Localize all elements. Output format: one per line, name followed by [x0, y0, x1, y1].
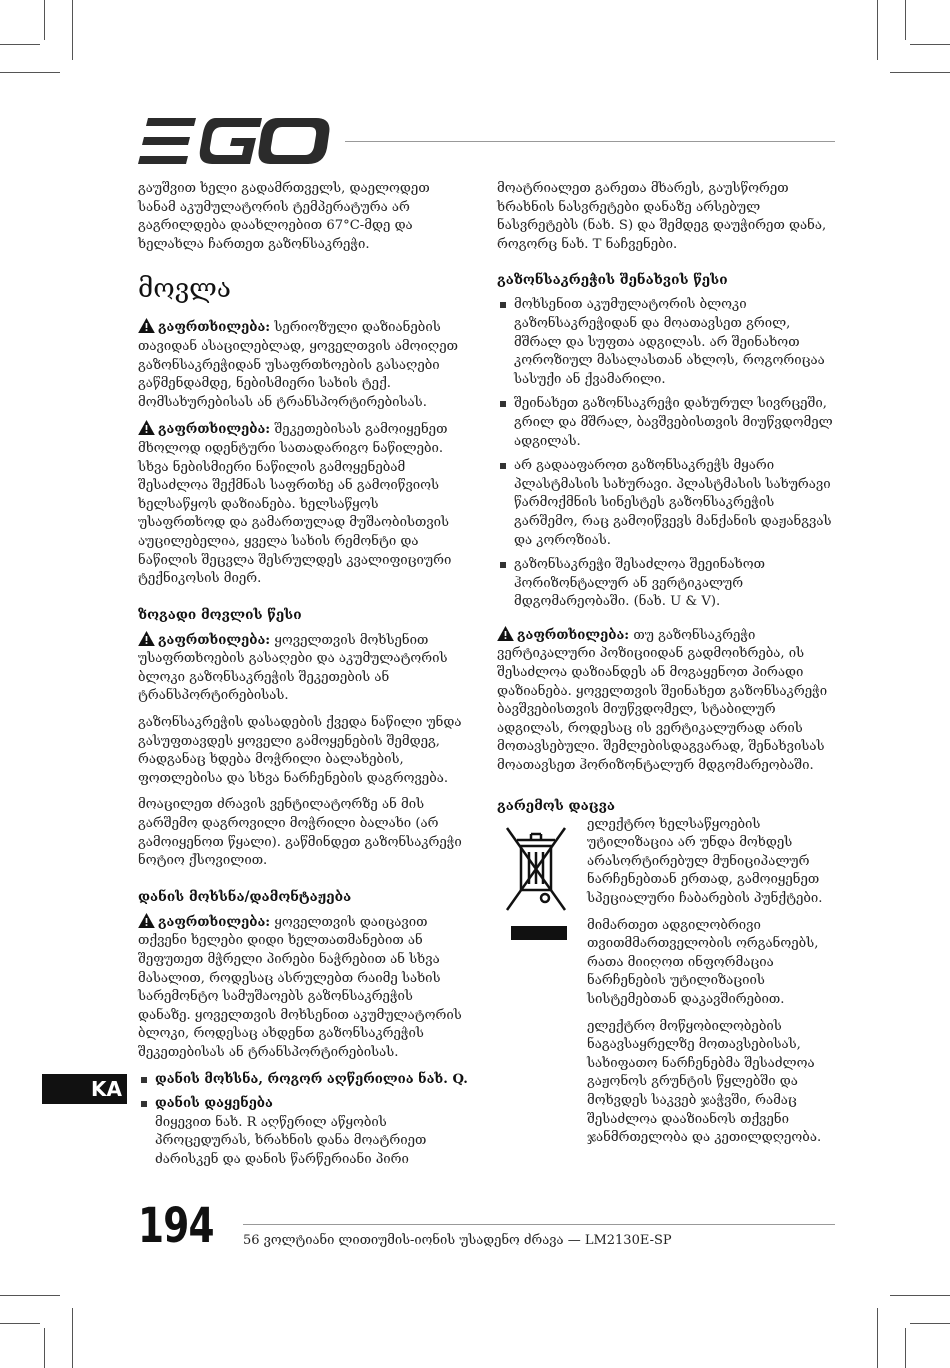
crop-mark: [0, 1323, 40, 1324]
crop-mark: [0, 44, 40, 45]
paragraph: მიმართეთ ადგილობრივი თვითმმართველობის ორგანოებს, რათა მიიღოთ ინფორმაცია ნარჩენების უტილიზაციის სისტემებთან დაკავშირებით.: [587, 917, 819, 1007]
warning-label: გაფრთხილება:: [158, 422, 271, 438]
section-title-storage: გაზონსაკრეჭის შენახვის წესი: [497, 272, 728, 289]
weee-bar: [511, 926, 567, 940]
list-item-text: მიყევით ნახ. R აღწერილ აწყობის პროცედურას, ხრახნის დანა მოატრიეთ ძარისკენ და დანის წარწერიანი პირი: [155, 1114, 427, 1167]
warning-label: გაფრთხილება:: [158, 632, 271, 648]
warning-3: [138, 631, 468, 706]
environment-block: [497, 816, 837, 1148]
left-column: [138, 180, 468, 1178]
list-item: არ გადააფაროთ გაზონსაკრეჭს მყარი პლასტმასის სახურავი. პლასტმასის სახურავი წარმოქმნის სინესტეს გაზონსაკრეჭის გარშემო, რაც გამოიწვევს მანქანის დაჟანგვას და კოროზიას.: [497, 457, 837, 550]
list-item: შეინახეთ გაზონსაკრეჭი დახურულ სივრცეში, გრილ და მშრალ, ბავშვებისთვის მიუწვდომელ ადგილას.: [497, 395, 837, 451]
page-number: 194: [138, 1198, 214, 1254]
header-rule: [345, 141, 835, 142]
footer-text: 56 ვოლტიანი ლითიუმის-იონის უსადენო ძრავა — LM2130E-SP: [243, 1233, 672, 1248]
warning-icon: [497, 626, 514, 641]
list-item: [138, 1095, 468, 1169]
warning-label: გაფრთხილება:: [158, 320, 271, 336]
warning-text: ყოველთვის დაიცავით თქვენი ხელები დიდი ხელთათმანებით ან შეფუთეთ მჭრელი პირები ნაჭრებით ან სხვა მასალით, როდესაც ასრულებთ რაიმე სახის სარემონტო სამუშაოებს გაზონსაკრეჭის დანაზე. ყოველთვის მოხსენით აკუმულატორის ბლოკი, როდესაც ახდენთ გაზონსაკრეჭის შეკეთებისას ან ტრანსპორტირებისას.: [138, 914, 462, 1060]
ego-logo: [138, 118, 330, 164]
crop-mark: [905, 1328, 906, 1368]
crop-mark: [877, 0, 878, 60]
warning-icon: [138, 420, 155, 435]
paragraph: ელექტრო მოწყობილობების ნაგავსაყრელზე მოთავსებისას, სახიფათო ნარჩენებმა შესაძლოა გაჟონოს გრუნტის წყლებში და მოხვდეს საკვებ ჯაჭვში, რამაც შესაძლოა დააზიანოს თქვენი ჯანმრთელობა და კეთილდღეობა.: [587, 1018, 822, 1146]
warning-label: გაფრთხილება:: [158, 914, 271, 930]
list-item-title: დანის დაყენება: [155, 1096, 273, 1112]
blade-steps: [138, 1071, 468, 1170]
crop-mark: [44, 0, 45, 40]
crop-mark: [72, 1308, 73, 1368]
warning-icon: [138, 631, 155, 646]
warning-storage: [497, 626, 837, 776]
crop-mark: [910, 44, 950, 45]
crop-mark: [877, 1308, 878, 1368]
warning-icon: [138, 913, 155, 928]
warning-label: გაფრთხილება:: [517, 627, 630, 643]
list-item: მოხსენით აკუმულატორის ბლოკი გაზონსაკრეჭიდან და მოათავსეთ გრილ, მშრალ და სუფთა ადგილას. არ შეინახოთ კოროზიულ მასალასთან ახლოს, როგორიცაა სასუქი ან ქვამარილი.: [497, 296, 837, 389]
left-intro: გაუშვით ხელი გადამრთველს, დაელოდეთ სანამ აკუმულატორის ტემპერატურა არ გაგრილდება დაახლოებით 67°C-მდე და ხელახლა ჩართეთ გაზონსაკრეჭი.: [138, 181, 430, 252]
footer-rule: [243, 1224, 835, 1225]
crop-mark: [905, 0, 906, 40]
page-title: მოვლა: [138, 274, 231, 305]
warning-2: [138, 420, 468, 588]
crop-mark: [0, 1295, 60, 1296]
crop-mark: [890, 72, 950, 73]
crop-mark: [44, 1328, 45, 1368]
section-title-environment: გარემოს დაცვა: [497, 797, 615, 814]
paragraph: ელექტრო ხელსაწყოების უტილიზაცია არ უნდა მოხდეს არასორტირებულ მუნიციპალურ ნარჩენებთან ერთად, გამოიყენეთ სპეციალური ჩაბარების პუნქტები.: [587, 816, 823, 906]
paragraph: მოაცილეთ ძრავის ვენტილატორზე ან მის გარშემო დაგროვილი მოჭრილი ბალახი (არ გამოიყენოთ წყალი). გაწმინდეთ გაზონსაკრეჭი ნოტიო ქსოვილით.: [138, 797, 462, 869]
warning-text: შეკეთებისას გამოიყენეთ მხოლოდ იდენტური სათადარიგო ნაწილები. სხვა ნებისმიერი ნაწილის გამოყენებამ შესაძლოა შექმნას საფრთხე ან გამოიწვიოს ხელსაწყოს დაზიანება. ხელსაწყოს უსაფრთხოდ და გამართულად მუშაობისთვის აუცილებელია, ყველა სახის რემონტი და ნაწილის შეცვლა შესრულდეს კვალიფიციური ტექნიკოსის მიერ.: [138, 422, 452, 587]
crop-mark: [0, 72, 60, 73]
list-item: გაზონსაკრეჭი შესაძლოა შეეინახოთ ჰორიზონტალურ ან ვერტიკალურ მდგომარეობაში. (ნახ. U & V).: [497, 556, 837, 612]
right-intro: მოატრიალეთ გარეთა მხარეს, გაუსწორეთ ხრახნის ნასვრეტები დანაზე არსებულ ნასვრეტებს (ნახ. S) და შემდეგ დაუჭირეთ დანა, როგორც ნახ. T ნაჩვენები.: [497, 181, 827, 252]
crop-mark: [890, 1295, 950, 1296]
warning-text: თუ გაზონსაკრეჭი ვერტიკალური პოზიციიდან გადმოიხრება, ის შესაძლოა დაზიანდეს ან მოგაყენოთ პირადი დაზიანება. ყოველთვის შეინახეთ გაზონსაკრეჭი ბავშვებისთვის მიუწვდომელ, სტაბილურ ადგილას, როდესაც ის ვერტიკალურად არის მოთავსებული. შემლებისდაგვარად, შენახვისას მოათავსეთ ჰორიზონტალურ მდგომარეობაში.: [497, 627, 828, 774]
warning-text: ყოველთვის მოხსენით უსაფრთხოების გასაღები და აკუმულატორის ბლოკი გაზონსაკრეჭის შეკეთების ან ტრანსპორტირებისას.: [138, 632, 448, 704]
warning-text: სერიოზული დაზიანების თავიდან ასაცილებლად, ყოველთვის ამოიღეთ გაზონსაკრეჭიდან უსაფრთხოების გასაღები გაწმენდამდე, ნებისმიერი სახის ტექ. მომსახურებისას ან ტრანსპორტირებისას.: [138, 320, 458, 410]
right-column: [497, 180, 837, 1156]
list-item: დანის მოხსნა, როგორ აღწერილია ნახ. Q.: [138, 1071, 468, 1090]
section-title-blade: დანის მოხსნა/დამონტაჟება: [138, 888, 352, 905]
environment-text: [587, 816, 837, 1148]
warning-4: [138, 913, 468, 1063]
warning-icon: [138, 318, 155, 333]
crop-mark: [910, 1323, 950, 1324]
crossed-bin-icon: [497, 818, 575, 918]
warning-1: [138, 318, 468, 412]
paragraph: გაზონსაკრეჭის დასადების ქვედა ნაწილი უნდა გასუფთავდეს ყოველი გამოყენების შემდეგ, რადგანაც ხდება მოჭრილი ბალახების, ფოთლებისა და სხვა ნარჩენების დაგროვება.: [138, 715, 462, 786]
section-title-general-care: ზოგადი მოვლის წესი: [138, 606, 302, 623]
crop-mark: [72, 0, 73, 60]
language-tab: KA: [42, 1074, 127, 1104]
storage-list: [497, 296, 837, 612]
